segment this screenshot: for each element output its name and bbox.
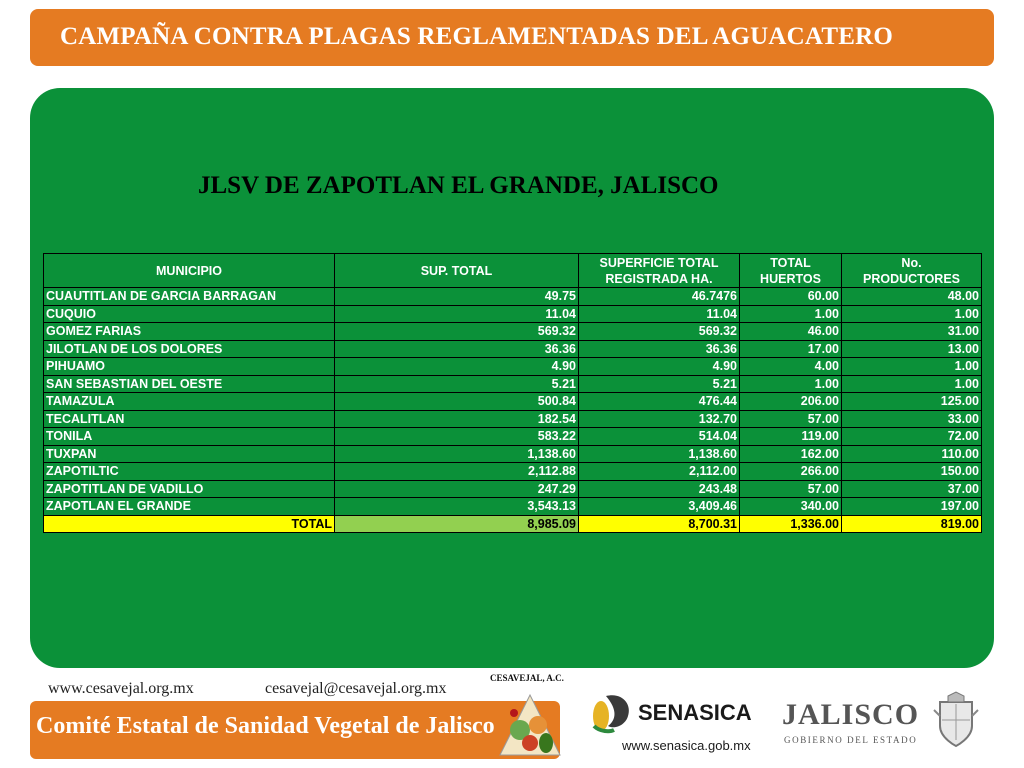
header-total-huertos: [740, 254, 842, 288]
total-huertos: 1,336.00: [740, 515, 842, 533]
cell-sup-total: 5.21: [335, 375, 579, 393]
cell-productores: 197.00: [842, 498, 982, 516]
website-link[interactable]: www.cesavejal.org.mx: [48, 680, 194, 697]
table-row: [44, 480, 982, 498]
table-row: [44, 288, 982, 306]
cell-sup-total: 500.84: [335, 393, 579, 411]
header-municipio: MUNICIPIO: [44, 254, 335, 288]
cell-sup-total: 4.90: [335, 358, 579, 376]
cell-huertos: 119.00: [740, 428, 842, 446]
cell-productores: 72.00: [842, 428, 982, 446]
cell-municipio: TAMAZULA: [44, 393, 335, 411]
table-row: [44, 323, 982, 341]
total-label: TOTAL: [44, 515, 335, 533]
table-header-row: [44, 254, 982, 288]
cell-municipio: GOMEZ FARIAS: [44, 323, 335, 341]
cell-registrada: 11.04: [579, 305, 740, 323]
cell-registrada: 2,112.00: [579, 463, 740, 481]
cell-sup-total: 3,543.13: [335, 498, 579, 516]
senasica-name: SENASICA: [638, 700, 752, 725]
header-bar: [30, 9, 994, 66]
cell-registrada: 46.7476: [579, 288, 740, 306]
cell-registrada: 569.32: [579, 323, 740, 341]
header-sup-total: SUP. TOTAL: [335, 254, 579, 288]
cell-registrada: 5.21: [579, 375, 740, 393]
cell-productores: 31.00: [842, 323, 982, 341]
cell-municipio: JILOTLAN DE LOS DOLORES: [44, 340, 335, 358]
table-row: [44, 358, 982, 376]
header-productores-line2: PRODUCTORES: [862, 271, 960, 286]
cell-municipio: TUXPAN: [44, 445, 335, 463]
cell-sup-total: 247.29: [335, 480, 579, 498]
cell-huertos: 57.00: [740, 480, 842, 498]
cell-sup-total: 11.04: [335, 305, 579, 323]
coat-of-arms-icon: [930, 690, 982, 750]
cesavejal-logo-icon: [490, 685, 570, 760]
table-row: [44, 498, 982, 516]
cell-huertos: 266.00: [740, 463, 842, 481]
committee-name: Comité Estatal de Sanidad Vegetal de Jalisco: [36, 713, 495, 739]
cell-huertos: 1.00: [740, 305, 842, 323]
cell-municipio: ZAPOTILTIC: [44, 463, 335, 481]
committee-banner: [30, 701, 560, 759]
cell-productores: 1.00: [842, 358, 982, 376]
total-productores: 819.00: [842, 515, 982, 533]
cell-huertos: 57.00: [740, 410, 842, 428]
cell-registrada: 3,409.46: [579, 498, 740, 516]
cell-registrada: 132.70: [579, 410, 740, 428]
jalisco-name: JALISCO: [782, 698, 920, 731]
cell-registrada: 1,138.60: [579, 445, 740, 463]
cell-registrada: 36.36: [579, 340, 740, 358]
cell-municipio: ZAPOTLAN EL GRANDE: [44, 498, 335, 516]
cell-productores: 110.00: [842, 445, 982, 463]
cell-productores: 150.00: [842, 463, 982, 481]
table-row: [44, 393, 982, 411]
jalisco-subtitle: GOBIERNO DEL ESTADO: [784, 735, 918, 745]
cell-sup-total: 569.32: [335, 323, 579, 341]
cell-huertos: 46.00: [740, 323, 842, 341]
header-superficie-line2: REGISTRADA HA.: [605, 271, 713, 286]
total-row: [44, 515, 982, 533]
cell-registrada: 476.44: [579, 393, 740, 411]
cell-sup-total: 36.36: [335, 340, 579, 358]
cell-sup-total: 182.54: [335, 410, 579, 428]
cell-municipio: CUQUIO: [44, 305, 335, 323]
cell-productores: 1.00: [842, 305, 982, 323]
header-superficie-line1: SUPERFICIE TOTAL: [599, 255, 719, 270]
cell-productores: 125.00: [842, 393, 982, 411]
cell-sup-total: 2,112.88: [335, 463, 579, 481]
table-row: [44, 428, 982, 446]
cell-huertos: 60.00: [740, 288, 842, 306]
cell-huertos: 4.00: [740, 358, 842, 376]
cell-municipio: CUAUTITLAN DE GARCIA BARRAGAN: [44, 288, 335, 306]
cell-municipio: ZAPOTITLAN DE VADILLO: [44, 480, 335, 498]
cell-productores: 33.00: [842, 410, 982, 428]
cesavejal-label: CESAVEJAL, A.C.: [490, 673, 564, 683]
table-row: [44, 375, 982, 393]
cell-productores: 37.00: [842, 480, 982, 498]
cell-sup-total: 49.75: [335, 288, 579, 306]
table-row: [44, 340, 982, 358]
cell-municipio: PIHUAMO: [44, 358, 335, 376]
cell-municipio: TECALITLAN: [44, 410, 335, 428]
cell-huertos: 17.00: [740, 340, 842, 358]
panel-subtitle: JLSV DE ZAPOTLAN EL GRANDE, JALISCO: [198, 172, 719, 199]
senasica-logo-icon: [588, 690, 634, 734]
header-productores: [842, 254, 982, 288]
cell-huertos: 340.00: [740, 498, 842, 516]
page-title: CAMPAÑA CONTRA PLAGAS REGLAMENTADAS DEL AGUACATERO: [60, 23, 893, 50]
cell-huertos: 206.00: [740, 393, 842, 411]
cell-productores: 1.00: [842, 375, 982, 393]
table-row: [44, 463, 982, 481]
header-superficie-registrada: [579, 254, 740, 288]
cell-huertos: 162.00: [740, 445, 842, 463]
header-huertos-line2: HUERTOS: [760, 271, 821, 286]
table-row: [44, 305, 982, 323]
table-row: [44, 445, 982, 463]
cell-productores: 48.00: [842, 288, 982, 306]
cell-productores: 13.00: [842, 340, 982, 358]
municipios-table: [43, 253, 982, 533]
cell-sup-total: 583.22: [335, 428, 579, 446]
header-huertos-line1: TOTAL: [770, 255, 811, 270]
header-productores-line1: No.: [901, 255, 922, 270]
total-registrada: 8,700.31: [579, 515, 740, 533]
cell-registrada: 514.04: [579, 428, 740, 446]
cell-sup-total: 1,138.60: [335, 445, 579, 463]
cell-municipio: TONILA: [44, 428, 335, 446]
cell-municipio: SAN SEBASTIAN DEL OESTE: [44, 375, 335, 393]
email-link[interactable]: cesavejal@cesavejal.org.mx: [265, 680, 447, 697]
senasica-url[interactable]: www.senasica.gob.mx: [622, 738, 751, 753]
cell-registrada: 243.48: [579, 480, 740, 498]
total-sup-total: 8,985.09: [335, 515, 579, 533]
table-row: [44, 410, 982, 428]
cell-registrada: 4.90: [579, 358, 740, 376]
cell-huertos: 1.00: [740, 375, 842, 393]
